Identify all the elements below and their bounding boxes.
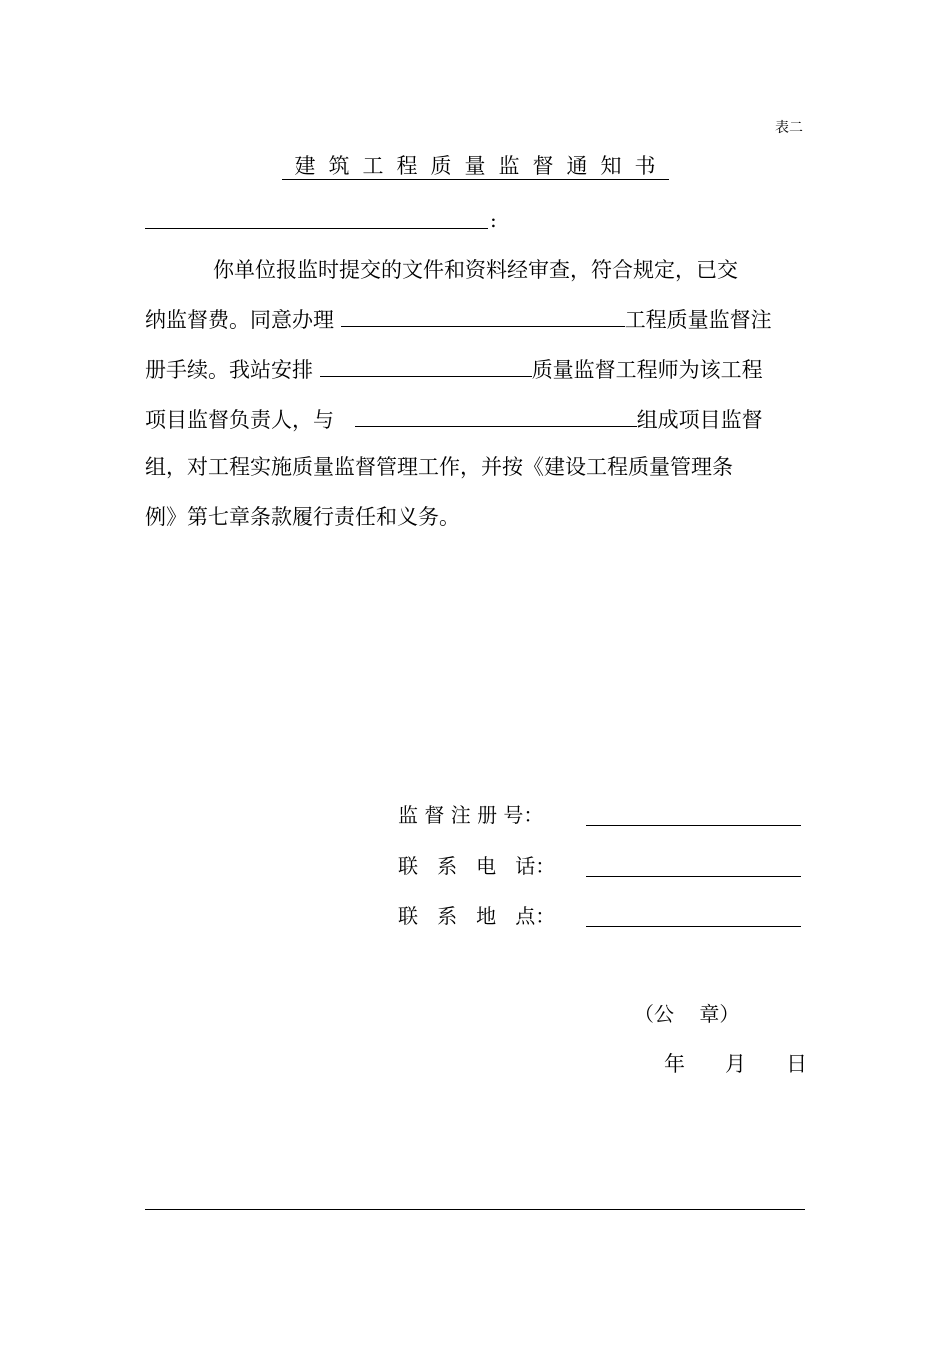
body-text: 组，对工程实施质量监督管理工作，并按《建设工程质量管理条 [145,455,733,479]
body-line-5 [145,452,733,482]
engineer-name-blank [320,352,532,377]
body-text: 册手续。我站安排 [145,358,313,382]
body-line-1 [213,255,738,285]
project-name-blank [341,302,625,327]
date-label: 年 月 日 [664,1052,808,1076]
body-text: 质量监督工程师为该工程 [531,358,763,382]
addressee-blank [145,228,488,229]
title-text: 建筑工程质量监督通知书 [282,153,669,180]
body-line-3 [145,352,763,385]
phone-label: 联 系 电 话： [398,854,556,878]
body-text: 纳监督费。同意办理 [145,308,334,332]
page-title [0,152,950,180]
body-text: 组成项目监督 [636,408,763,432]
address-blank [586,926,801,927]
address-label: 联 系 地 点： [398,904,556,928]
body-line-2 [145,302,772,335]
body-line-4 [145,402,763,435]
addressee-colon: : [490,208,497,232]
official-seal-label: （公 章） [634,1002,740,1026]
phone-blank [586,876,801,877]
team-members-blank [355,402,637,427]
body-text: 项目监督负责人，与 [145,408,334,432]
body-text: 例》第七章条款履行责任和义务。 [145,505,460,529]
registration-label: 监 督 注 册 号： [398,803,544,827]
body-text: 工程质量监督注 [624,308,772,332]
registration-blank [586,825,801,826]
body-text: 你单位报监时提交的文件和资料经审查，符合规定，已交 [213,258,738,282]
footer-divider [145,1209,805,1210]
table-number: 表二 [775,120,803,136]
body-line-6 [145,502,460,532]
